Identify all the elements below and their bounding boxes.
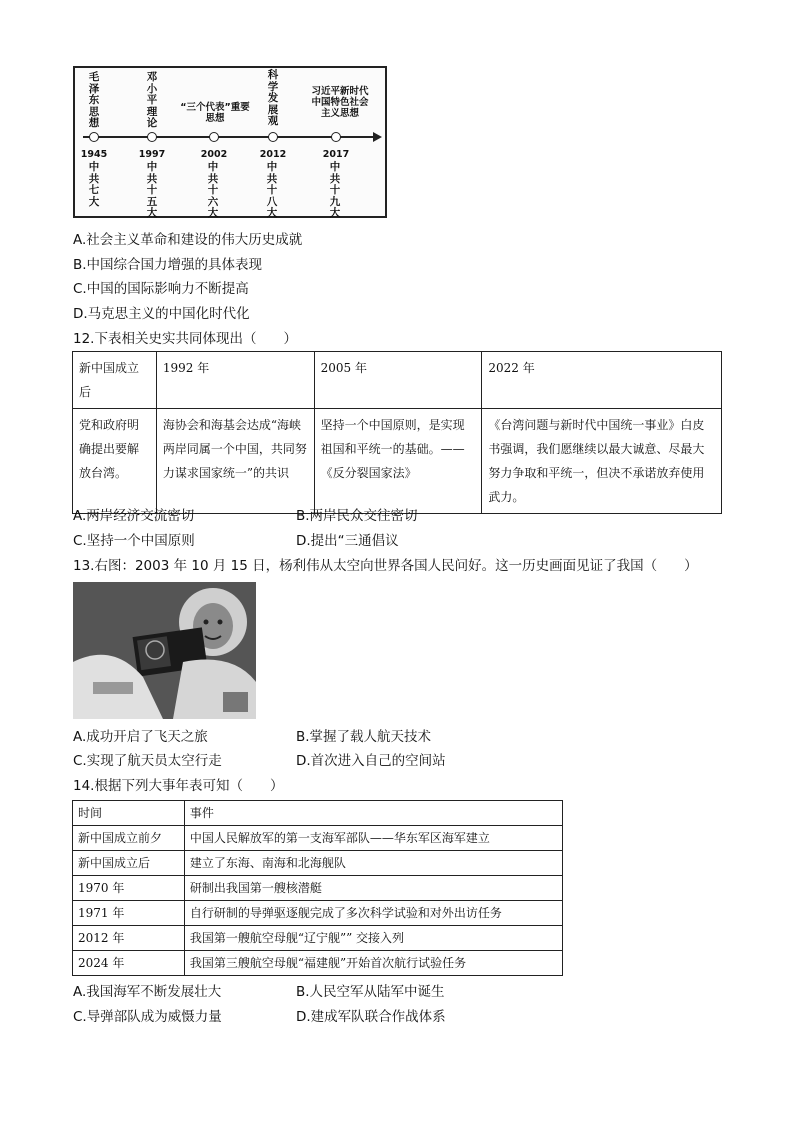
q14-cell: 建立了东海、南海和北海舰队 xyxy=(184,851,562,876)
q14-table xyxy=(72,800,563,976)
timeline-year: 2017 xyxy=(322,149,350,160)
timeline-year: 1945 xyxy=(80,149,108,160)
q12-stem: 12.下表相关史实共同体现出（ ） xyxy=(73,331,297,347)
q14-cell: 1970 年 xyxy=(73,876,185,901)
q14-header: 事件 xyxy=(184,801,562,826)
timeline-label-1: 毛泽东思想 xyxy=(88,71,100,129)
q14-option-b: B.人民空军从陆军中诞生 xyxy=(296,984,445,1000)
timeline-dot xyxy=(331,132,341,142)
q14-cell: 2024 年 xyxy=(73,951,185,976)
timeline-year: 2012 xyxy=(259,149,287,160)
q12-option-d: D.提出“三通倡议 xyxy=(296,533,399,549)
timeline-label-2: 邓小平理论 xyxy=(146,71,158,129)
timeline-label-3: “三个代表”重要思想 xyxy=(180,102,250,124)
timeline-dot xyxy=(209,132,219,142)
q12-table xyxy=(72,351,722,514)
timeline-figure xyxy=(73,66,387,218)
q12-header: 2005 年 xyxy=(314,352,482,409)
timeline-congress: 中共七大 xyxy=(88,161,100,208)
q12-cell: 《台湾问题与新时代中国统一事业》白皮书强调，我们愿继续以最大诚意、尽最大努力争取和平统一，但决不承诺放弃使用武力。 xyxy=(482,409,722,514)
timeline-dot xyxy=(147,132,157,142)
astronaut-photo-illustration xyxy=(73,582,256,719)
timeline-dot xyxy=(89,132,99,142)
q12-header: 1992 年 xyxy=(156,352,314,409)
q12-cell: 海协会和海基会达成“海峡两岸同属一个中国，共同努力谋求国家统一”的共识 xyxy=(156,409,314,514)
astronaut-photo xyxy=(73,582,256,719)
q14-cell: 2012 年 xyxy=(73,926,185,951)
q14-cell: 新中国成立后 xyxy=(73,851,185,876)
q13-option-c: C.实现了航天员太空行走 xyxy=(73,753,222,769)
q11-option-d: D.马克思主义的中国化时代化 xyxy=(73,306,250,322)
q14-cell: 研制出我国第一艘核潜艇 xyxy=(184,876,562,901)
q12-header: 新中国成立后 xyxy=(73,352,157,409)
timeline-congress: 中共十九大 xyxy=(329,161,341,219)
timeline-label-5: 习近平新时代中国特色社会主义思想 xyxy=(311,86,369,119)
timeline-congress: 中共十五大 xyxy=(146,161,158,219)
q12-header: 2022 年 xyxy=(482,352,722,409)
q11-option-b: B.中国综合国力增强的具体表现 xyxy=(73,257,263,273)
timeline-congress: 中共十六大 xyxy=(207,161,219,219)
q12-option-b: B.两岸民众交往密切 xyxy=(296,508,418,524)
timeline-label-4: 科学发展观 xyxy=(267,69,279,127)
q14-option-c: C.导弹部队成为威慑力量 xyxy=(73,1009,222,1025)
q14-cell: 我国第一艘航空母舰“辽宁舰”” 交接入列 xyxy=(184,926,562,951)
q14-option-a: A.我国海军不断发展壮大 xyxy=(73,984,222,1000)
q12-option-a: A.两岸经济交流密切 xyxy=(73,508,195,524)
q14-cell: 我国第三艘航空母舰“福建舰”开始首次航行试验任务 xyxy=(184,951,562,976)
q14-header: 时间 xyxy=(73,801,185,826)
q14-cell: 自行研制的导弹驱逐舰完成了多次科学试验和对外出访任务 xyxy=(184,901,562,926)
timeline-year: 1997 xyxy=(138,149,166,160)
q14-cell: 新中国成立前夕 xyxy=(73,826,185,851)
timeline-year: 2002 xyxy=(200,149,228,160)
q12-cell: 党和政府明确提出要解放台湾。 xyxy=(73,409,157,514)
q12-option-c: C.坚持一个中国原则 xyxy=(73,533,195,549)
q12-cell: 坚持一个中国原则，是实现祖国和平统一的基础。——《反分裂国家法》 xyxy=(314,409,482,514)
q14-stem: 14.根据下列大事年表可知（ ） xyxy=(73,778,284,794)
q11-option-a: A.社会主义革命和建设的伟大历史成就 xyxy=(73,232,303,248)
timeline-congress: 中共十八大 xyxy=(266,161,278,219)
timeline-dot xyxy=(268,132,278,142)
q13-option-d: D.首次进入自己的空间站 xyxy=(296,753,446,769)
q11-option-c: C.中国的国际影响力不断提高 xyxy=(73,281,249,297)
q13-stem: 13.右图：2003 年 10 月 15 日，杨利伟从太空向世界各国人民问好。这一历史画面见证了我国（ ） xyxy=(73,558,698,574)
q13-option-a: A.成功开启了飞天之旅 xyxy=(73,729,208,745)
q13-option-b: B.掌握了载人航天技术 xyxy=(296,729,432,745)
timeline-arrow xyxy=(373,132,382,142)
q14-option-d: D.建成军队联合作战体系 xyxy=(296,1009,446,1025)
q14-cell: 1971 年 xyxy=(73,901,185,926)
q14-cell: 中国人民解放军的第一支海军部队——华东军区海军建立 xyxy=(184,826,562,851)
